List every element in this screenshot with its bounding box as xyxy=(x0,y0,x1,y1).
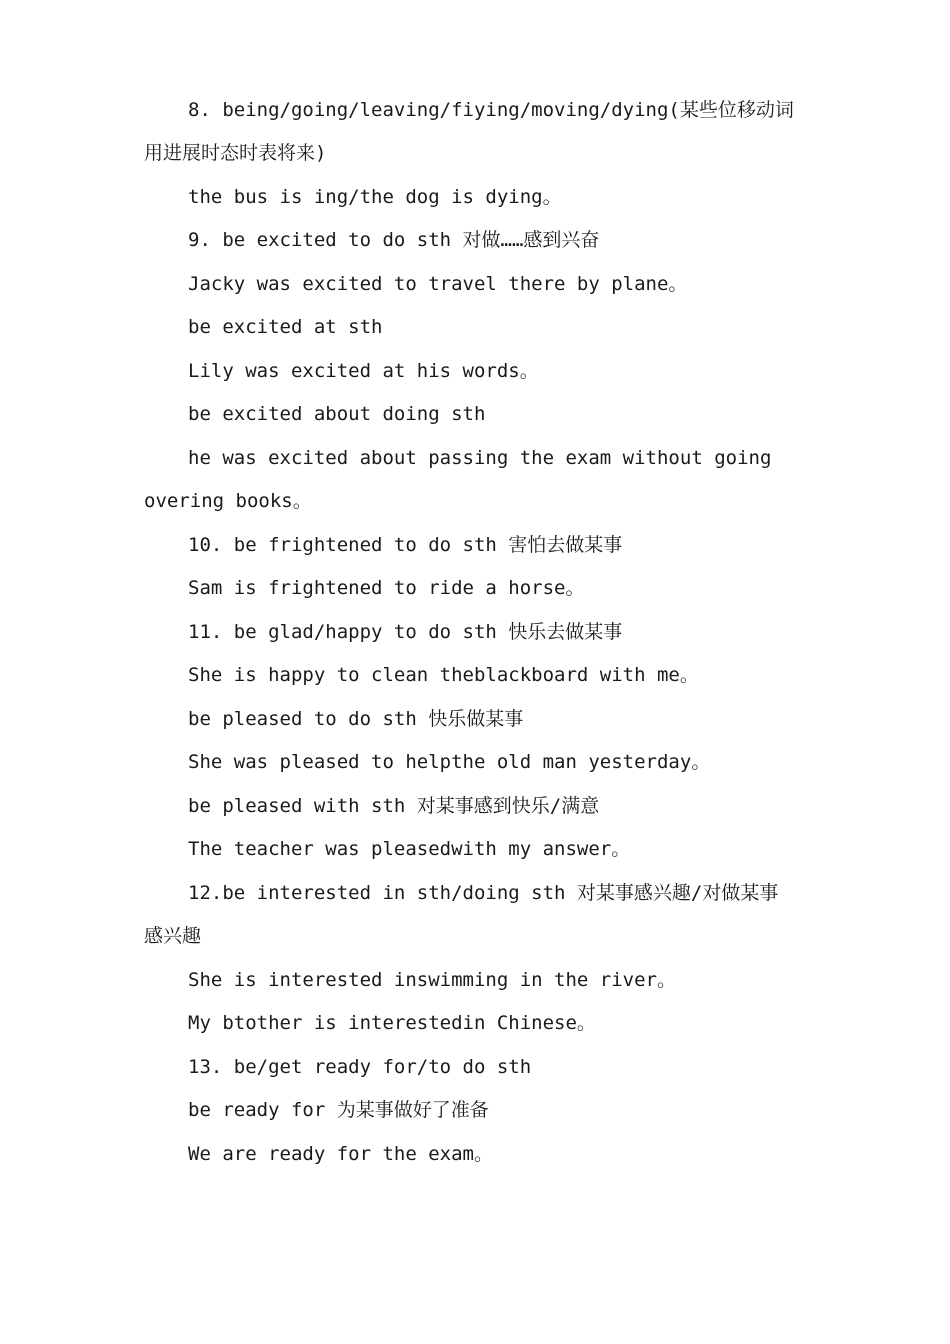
text-line: 8. being/going/leaving/fiying/moving/dying(某些位移动词 xyxy=(188,99,794,121)
text-line: The teacher was pleasedwith my answer。 xyxy=(188,838,631,860)
text-line: Sam is frightened to ride a horse。 xyxy=(188,577,585,599)
text-line: 12.be interested in sth/doing sth 对某事感兴趣/对做某事 xyxy=(188,882,779,904)
text-line: 感兴趣 xyxy=(144,925,202,947)
text-line: 9. be excited to do sth 对做……感到兴奋 xyxy=(188,229,600,251)
text-line: be ready for 为某事做好了准备 xyxy=(188,1099,489,1121)
text-line: be pleased to do sth 快乐做某事 xyxy=(188,708,524,730)
text-line: Jacky was excited to travel there by plane。 xyxy=(188,273,688,295)
text-line: 13. be/get ready for/to do sth xyxy=(188,1056,532,1078)
text-line: My btother is interestedin Chinese。 xyxy=(188,1012,596,1034)
text-line: 11. be glad/happy to do sth 快乐去做某事 xyxy=(188,621,623,643)
text-line: 10. be frightened to do sth 害怕去做某事 xyxy=(188,534,623,556)
text-line: be excited at sth xyxy=(188,316,383,338)
text-line: overing books。 xyxy=(144,490,312,512)
text-line: She is interested inswimming in the river。 xyxy=(188,969,676,991)
text-line: 用进展时态时表将来) xyxy=(144,142,327,164)
text-line: Lily was excited at his words。 xyxy=(188,360,539,382)
text-line: be pleased with sth 对某事感到快乐/满意 xyxy=(188,795,600,817)
text-line: We are ready for the exam。 xyxy=(188,1143,493,1165)
text-line: She was pleased to helpthe old man yesterday。 xyxy=(188,751,711,773)
text-line: the bus is ing/the dog is dying。 xyxy=(188,186,562,208)
text-line: She is happy to clean theblackboard with me。 xyxy=(188,664,699,686)
text-line: he was excited about passing the exam without going xyxy=(188,447,772,469)
text-line: be excited about doing sth xyxy=(188,403,486,425)
